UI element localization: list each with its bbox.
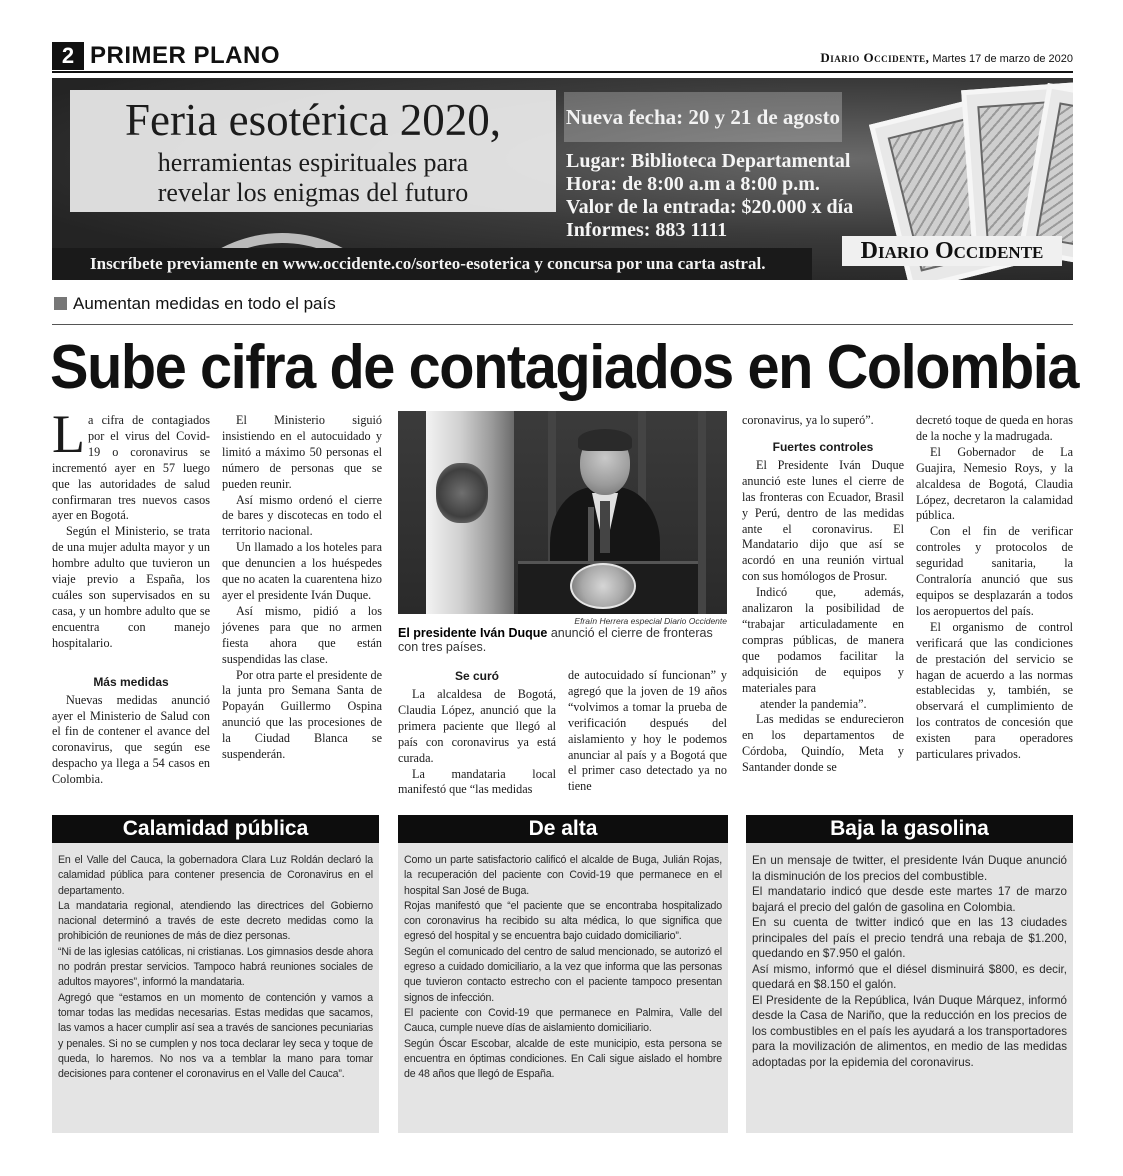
article-paragraph: Por otra parte el presidente de la junta pro Semana Santa de Popayán Guillermo Ospina anunció que las procesiones de la Ciudad Blanca se suspenderán. [222,667,382,762]
subheading: Se curó [454,669,499,683]
box-text [404,853,722,1082]
article-paragraph: Nuevas medidas anunció ayer el Ministerio de Salud con el fin de contener el avance del coronavirus, que según ese despacho ya llega a 54 casos en Colombia. [52,692,210,787]
article-paragraph: decretó toque de queda en horas de la noche y la madrugada. [916,413,1073,443]
box-paragraph: Agregó que “estamos en un momento de contención y vamos a tomar todas las medidas necesarias. Estas medidas que sacamos, las vamos a hacer cumplir así sea a través de sanciones pecuniarias y penales. Si no se cumplen y nos toca declarar ley seca y toque de queda, lo haremos. No nos va a temblar la mano para tomar decisiones para contener el coronavirus en el Valle del Cauca”. [58,991,373,1081]
speaker-hair [578,429,632,451]
sidebar-box-gasolina [746,815,1073,1133]
article-paragraph: La mandataria local manifestó que “las medidas [398,766,556,797]
caption-bold: El presidente Iván Duque [398,626,548,640]
page-number: 2 [52,42,84,70]
article-column-4 [568,668,727,795]
ad-signup-bar [52,248,812,280]
drop-cap: L [52,404,85,464]
article-column-3 [398,668,556,798]
box-paragraph: El Presidente de la República, Iván Duque Márquez, informó desde la Casa de Nariño, que la reducción en los precios de los combustibles en el país les ayudará a los transportadores para la movilización de alimentos, en medio de las medidas adoptadas por la epidemia del coronavirus. [752,993,1067,1069]
ad-title-box [70,90,556,212]
article-column-6 [916,413,1073,763]
article-paragraph: Un llamado a los hoteles para que denuncien a los huéspedes que no acaten la cuarentena hizo ayer el presidente Iván Duque. [222,540,382,602]
ad-logo-text: Diario Occidente [860,238,1044,264]
masthead [820,50,1073,67]
box-paragraph: En el Valle del Cauca, la gobernadora Clara Luz Roldán declaró la calamidad pública para contener presencia de Coronavirus en el departamento. [58,854,373,897]
article-paragraph: El Gobernador de La Guajira, Nemesio Roys, y la alcaldesa de Bogotá, Claudia López, decretaron la calamidad pública. [916,444,1073,523]
article-paragraph: Así mismo ordenó el cierre de bares y discotecas en todo el territorio nacional. [222,492,382,539]
ad-hours: Hora: de 8:00 a.m a 8:00 p.m. [566,173,820,195]
speaker-tie [600,501,610,553]
article-paragraph: de autocuidado sí funcionan” y agregó que la joven de 19 años “volvimos a tomar la prueba de verificación después del aislamiento y hoy le podemos anunciar al país y a Bogotá que el primer caso detectado ya no tiene [568,668,727,794]
microphone-icon [588,507,594,567]
article-paragraph: Según el Ministerio, se trata de una mujer adulta mayor y un hombre adulto que tuvieron un viaje previo a España, los cuáles son supervisados en su casa, y un hombre adulto que se encuentra con manejo hospitalario. [52,524,210,650]
caption-text: anunció el cierre de fronteras con tres países. [398,626,713,654]
ad-subtitle-line-2: revelar los enigmas del futuro [157,178,469,207]
article-headline: Sube cifra de contagiados en Colombia [50,333,1079,402]
tarot-card-face [1036,102,1073,253]
article-paragraph: Así mismo, pidió a los jóvenes para que no armen fiesta ahora que están suspendidas las clase. [222,603,382,666]
article-paragraph [52,404,210,524]
kicker-square-icon [54,297,67,310]
article-paragraph: coronavirus, ya lo superó”. [742,413,874,427]
box-paragraph: La mandataria regional, atendiendo las directrices del Gobierno nacional determinó a través de este decreto medidas como la prohibición de reuniones de más de diez personas. [58,899,373,943]
paper-name: Diario Occidente, [820,50,930,65]
article-paragraph: Con el fin de verificar controles y protocolos de seguridad sanitaria, la Contraloría anunció que sus equipos se desplazarán a todos los aeropuertos del país. [916,524,1073,618]
box-paragraph: Como un parte satisfactorio calificó el alcalde de Buga, Julián Rojas, la recuperación del paciente con Covid-19 que permanece en el hospital San José de Buga. [404,854,722,897]
box-paragraph: El mandatario indicó que desde este martes 17 de marzo bajará el precio del galón de gasolina en Colombia. [752,885,1067,914]
article-column-2 [222,413,382,763]
sidebar-box-calamidad [52,815,379,1133]
ad-subtitle-line-1: herramientas espirituales para [157,148,469,177]
section-title: PRIMER PLANO [90,42,281,69]
article-paragraph: atender la pandemia”. [760,696,867,711]
ad-price: Valor de la entrada: $20.000 x día [566,196,854,218]
kicker-text: Aumentan medidas en todo el país [73,294,336,313]
article-column-5 [742,413,904,776]
article-paragraph: Indicó que, además, analizaron la posibilidad de “trabajar articuladamente en compras públicas, de manera que podamos facilitar la adquisición de equipos y materiales para [742,585,904,695]
article-paragraph: El organismo de control verificará que las condiciones de prestación del servicio se hagan de acuerdo a las normas establecidas y, también, se observará el cumplimiento de los contratos de concesión que existen para operadores particulares privados. [916,619,1073,762]
photo-wall-stripe [698,411,706,614]
subheading: Fuertes controles [772,439,874,454]
ad-signup-text: Inscríbete previamente en www.occidente.co/sorteo-esoterica y concursa por una carta astral. [90,254,766,273]
sidebar-box-de-alta [398,815,728,1133]
box-title: De alta [528,817,598,840]
header-rule [52,71,1073,73]
article-kicker [54,294,336,314]
photo-caption [398,626,727,654]
article-paragraph: El Ministerio siguió insistiendo en el autocuidado y limitó a máximo 50 personas el número de personas que se pueden reunir. [222,413,382,491]
box-paragraph: “Ni de las iglesias católicas, ni cristianas. Los gimnasios desde ahora no podrán prestar servicios. Tampoco habrá reuniones sociales de adultos mayores”, informó la mandataria. [58,945,373,989]
ad-logo [842,236,1062,266]
paragraph-text: a cifra de contagiados por el virus del Covid-19 o coronavirus se incrementó ayer en 57 luego que las autoridades de salud confirmaran tres nuevos casos ayer en Bogotá. [52,413,210,523]
subheading: Más medidas [93,674,169,689]
kicker-rule [52,324,1073,325]
ad-title: Feria esotérica 2020, [124,95,502,145]
box-paragraph: En un mensaje de twitter, el presidente Iván Duque anunció la disminución de los precios del combustible. [752,854,1067,883]
presidential-seal-icon [570,563,636,609]
box-title: Calamidad pública [122,817,309,840]
ad-place: Lugar: Biblioteca Departamental [566,150,851,172]
box-paragraph: Según Óscar Escobar, alcalde de este municipio, esta persona se encuentra en óptimas condiciones. En Cali sigue aislado el hombre de 48 años que llegó de España. [404,1037,722,1081]
ad-event-info [566,150,866,242]
box-title-bar [746,815,1073,843]
article-paragraph: Las medidas se endurecieron en los departamentos de Córdoba, Quindío, Meta y Santander donde se [742,712,904,775]
box-paragraph: Según el comunicado del centro de salud mencionado, se autorizó el egreso a cuidado domiciliario, a la vez que informa que las personas que tuvieron contacto estrecho con el paciente tampoco presentan signos de infección. [404,945,722,1004]
article-photo[interactable] [398,411,727,614]
box-text [58,853,373,1082]
box-title: Baja la gasolina [830,817,989,840]
ad-new-date-box [564,92,842,142]
box-text [752,853,1067,1070]
box-paragraph: Rojas manifestó que “el paciente que se encontraba hospitalizado con coronavirus ha recibido su alta médica, lo que significa que egresó del hospital y se encuentra bajo cuidado domiciliario”. [404,899,722,943]
article-paragraph: La alcaldesa de Bogotá, Claudia López, anunció que la primera paciente que llegó al país con coronavirus ya está curada. [398,687,556,765]
photo-credit: Efraín Herrera especial Diario Occidente [574,616,727,626]
ad-phone: Informes: 883 1111 [566,219,728,241]
box-paragraph: En su cuenta de twitter indicó que en las 13 ciudades principales del país el precio tendrá una rebaja de $1.200, quedando en $7.950 el galón. [752,916,1067,960]
box-paragraph: El paciente con Covid-19 que permanece en Palmira, Valle del Cauca, cumple nueve días de aislamiento domiciliario. [404,1006,722,1035]
box-title-bar [398,815,728,843]
box-title-bar [52,815,379,843]
article-column-1 [52,404,210,788]
advertisement-banner[interactable] [52,78,1073,280]
issue-date: Martes 17 de marzo de 2020 [932,53,1073,65]
ad-new-date: Nueva fecha: 20 y 21 de agosto [565,105,841,129]
coat-of-arms-icon [436,463,488,523]
box-paragraph: Así mismo, informó que el diésel disminuirá $800, es decir, quedará en $8.150 el galón. [752,962,1067,991]
article-paragraph: El Presidente Iván Duque anunció este lunes el cierre de las fronteras con Ecuador, Brasil y Perú, dentro de las medidas ante el coronavirus. El Mandatario dijo que así se acordó en una reunión virtual con sus homólogos de Prosur. [742,457,904,584]
